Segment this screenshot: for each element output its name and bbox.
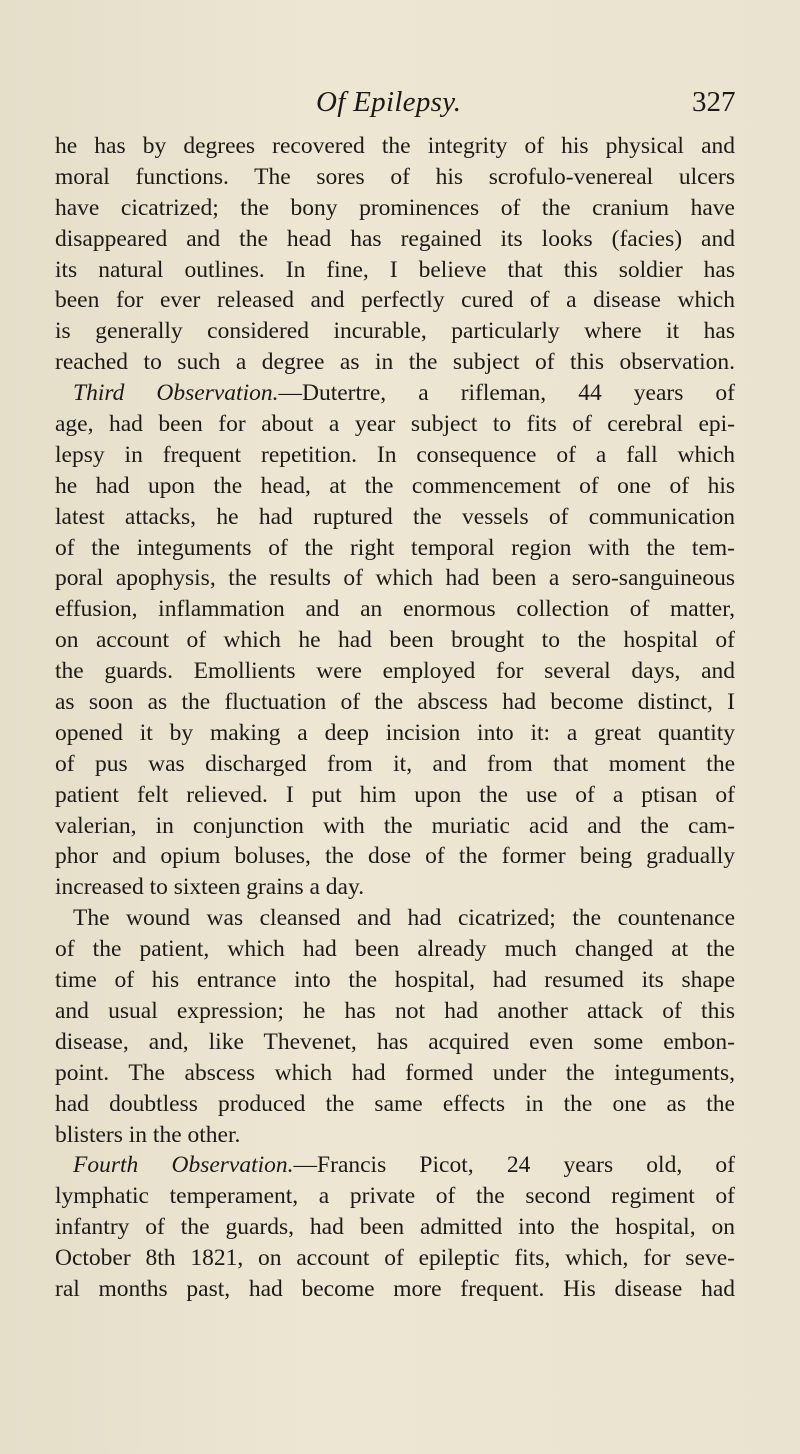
text-line: the guards. Emollients were employed for several days, and	[55, 658, 735, 685]
text-line: valerian, in conjunction with the muriatic acid and the cam-	[55, 812, 735, 839]
text-line: blisters in the other.	[55, 1121, 241, 1148]
text-line: have cicatrized; the bony prominences of the cranium have	[55, 194, 735, 221]
text-line: time of his entrance into the hospital, had resumed its shape	[55, 967, 735, 994]
text-line: moral functions. The sores of his scrofulo-venereal ulcers	[55, 163, 735, 190]
running-head: Of Epilepsy.	[316, 86, 462, 118]
text-line: and usual expression; he has not had another attack of this	[55, 997, 735, 1024]
text-line	[55, 378, 735, 409]
text-line: had doubtless produced the same effects in the one as the	[55, 1090, 735, 1117]
text-line: he had upon the head, at the commencement of one of his	[55, 472, 735, 499]
text-line: increased to sixteen grains a day.	[55, 874, 365, 901]
text-line: of the patient, which had been already much changed at the	[55, 936, 735, 963]
text-line: infantry of the guards, had been admitted into the hospital, on	[55, 1214, 735, 1241]
text-line: point. The abscess which had formed under the integuments,	[55, 1059, 735, 1086]
text-line-rest: —Dutertre, a rifleman, 44 years of	[278, 380, 735, 407]
text-line: on account of which he had been brought to the hospital of	[55, 627, 735, 654]
page-number: 327	[692, 86, 736, 118]
section-heading: Fourth Observation.	[73, 1152, 294, 1179]
text-line	[55, 1150, 735, 1181]
text-line: phor and opium boluses, the dose of the former being gradually	[55, 843, 735, 870]
text-line: The wound was cleansed and had cicatrized; the countenance	[73, 905, 735, 932]
text-line: is generally considered incurable, particularly where it has	[55, 318, 735, 345]
text-line: reached to such a degree as in the subject of this observation.	[55, 349, 735, 376]
text-line: as soon as the fluctuation of the abscess had become distinct, I	[55, 689, 735, 716]
text-line: opened it by making a deep incision into it: a great quantity	[55, 719, 735, 746]
text-line: disappeared and the head has regained its looks (facies) and	[55, 225, 735, 252]
body-text	[55, 131, 735, 1305]
text-line-rest: —Francis Picot, 24 years old, of	[293, 1152, 735, 1179]
text-line: lepsy in frequent repetition. In consequence of a fall which	[55, 441, 735, 468]
text-line: he has by degrees recovered the integrity of his physical and	[55, 133, 735, 159]
text-line: of the integuments of the right temporal region with the tem-	[55, 534, 735, 561]
text-line: latest attacks, he had ruptured the vessels of communication	[55, 503, 735, 530]
text-line: ral months past, had become more frequent. His disease had	[55, 1275, 735, 1302]
section-heading: Third Observation.	[73, 380, 279, 407]
text-line: been for ever released and perfectly cured of a disease which	[55, 287, 735, 314]
text-line: lymphatic temperament, a private of the second regiment of	[55, 1183, 735, 1210]
text-line: patient felt relieved. I put him upon the use of a ptisan of	[55, 781, 735, 808]
text-line: of pus was discharged from it, and from that moment the	[55, 750, 735, 777]
text-line: age, had been for about a year subject to fits of cerebral epi-	[55, 411, 735, 438]
text-line: effusion, inflammation and an enormous collection of matter,	[55, 596, 735, 623]
page-header	[0, 86, 800, 126]
text-line: poral apophysis, the results of which had been a sero-sanguineous	[55, 565, 735, 592]
text-line: its natural outlines. In fine, I believe that this soldier has	[55, 256, 735, 283]
text-line: October 8th 1821, on account of epileptic fits, which, for seve-	[55, 1245, 735, 1272]
text-line: disease, and, like Thevenet, has acquired even some embon-	[55, 1028, 735, 1055]
